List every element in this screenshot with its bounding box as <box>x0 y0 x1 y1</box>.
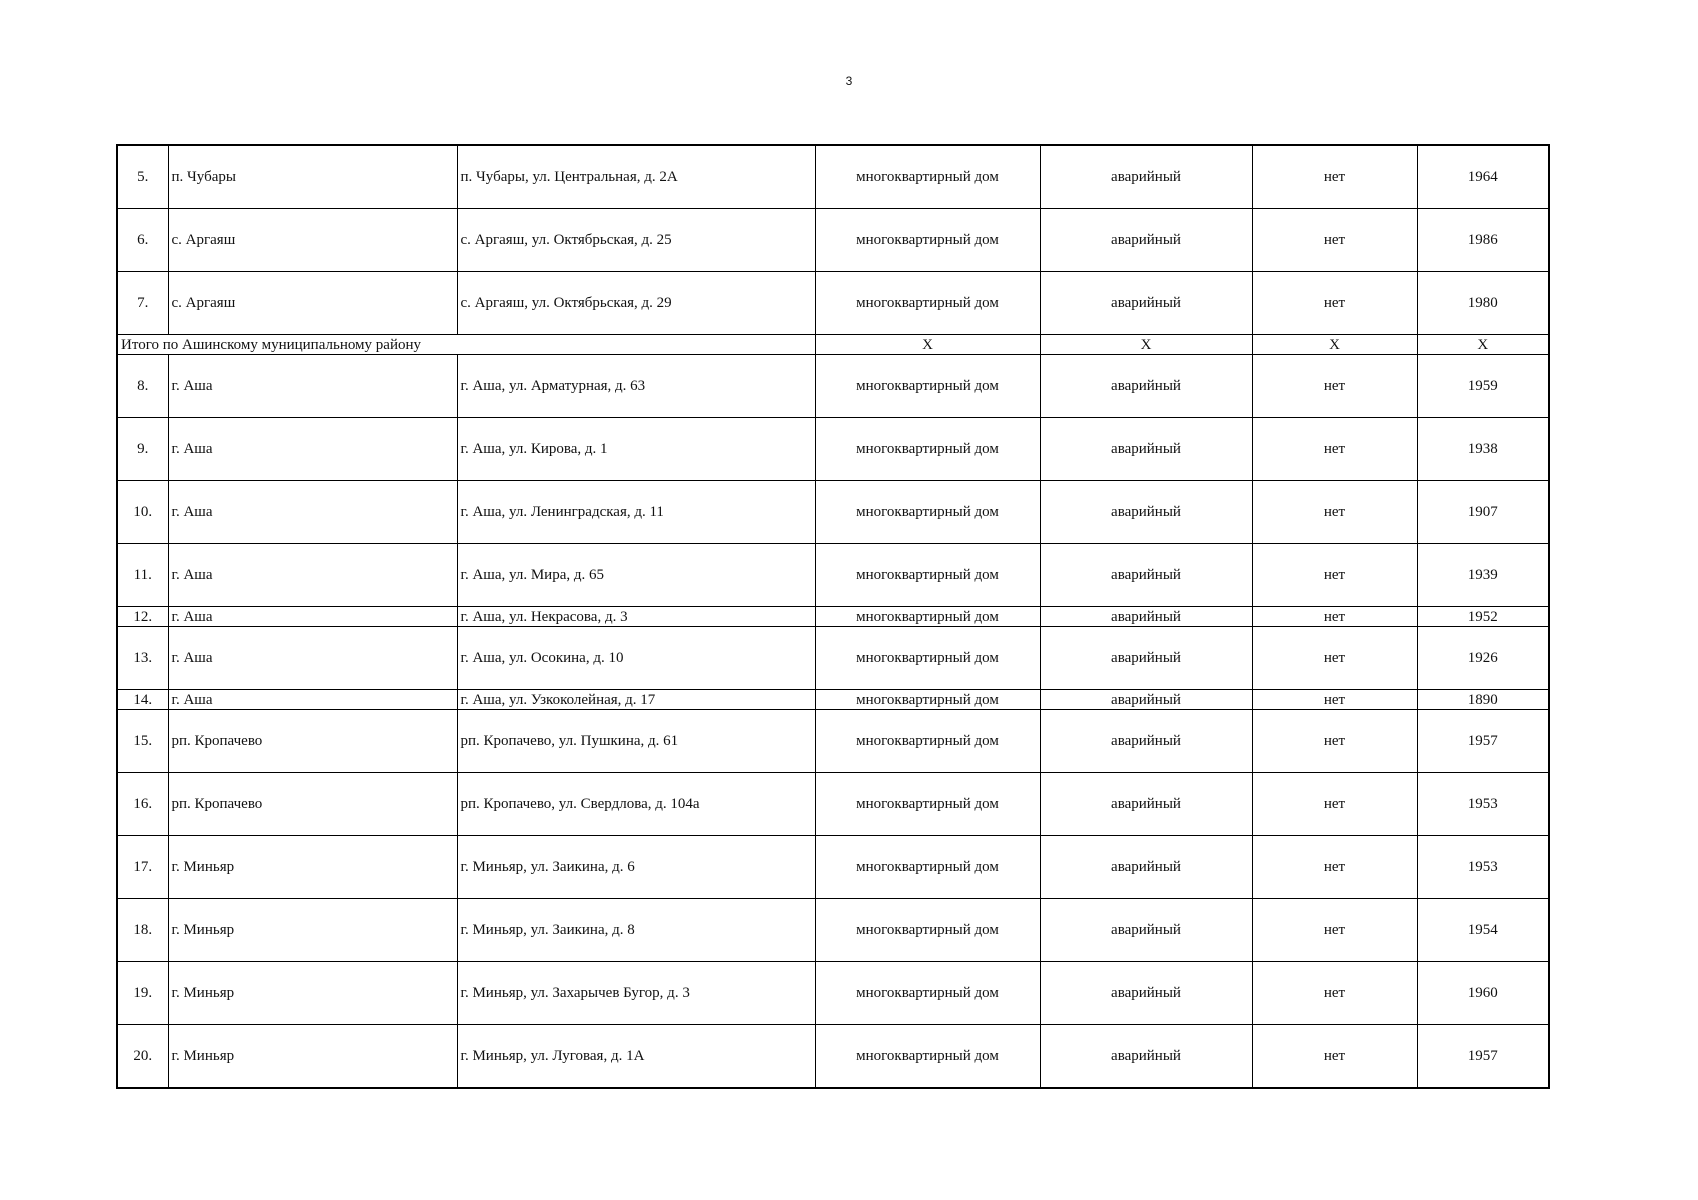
settlement-cell: с. Аргаяш <box>168 272 457 335</box>
status-cell: аварийный <box>1040 272 1252 335</box>
flag-cell: нет <box>1252 627 1417 690</box>
table-body <box>117 145 1549 1088</box>
address-cell: рп. Кропачево, ул. Пушкина, д. 61 <box>457 710 815 773</box>
row-number: 6. <box>117 209 168 272</box>
status-cell: аварийный <box>1040 481 1252 544</box>
settlement-cell: г. Миньяр <box>168 962 457 1025</box>
table-row <box>117 962 1549 1025</box>
status-cell: аварийный <box>1040 627 1252 690</box>
year-cell: 1953 <box>1417 773 1549 836</box>
total-label: Итого по Ашинскому муниципальному району <box>117 335 815 355</box>
year-cell: 1959 <box>1417 355 1549 418</box>
flag-cell: нет <box>1252 836 1417 899</box>
table-row <box>117 607 1549 627</box>
row-number: 18. <box>117 899 168 962</box>
status-cell: аварийный <box>1040 145 1252 209</box>
row-number: 9. <box>117 418 168 481</box>
address-cell: г. Аша, ул. Некрасова, д. 3 <box>457 607 815 627</box>
settlement-cell: г. Аша <box>168 627 457 690</box>
year-cell: 1964 <box>1417 145 1549 209</box>
address-cell: рп. Кропачево, ул. Свердлова, д. 104а <box>457 773 815 836</box>
flag-cell: нет <box>1252 710 1417 773</box>
building-type-cell: многоквартирный дом <box>815 418 1040 481</box>
row-number: 8. <box>117 355 168 418</box>
settlement-cell: г. Аша <box>168 355 457 418</box>
address-cell: г. Миньяр, ул. Луговая, д. 1А <box>457 1025 815 1089</box>
year-cell: 1953 <box>1417 836 1549 899</box>
year-cell: Х <box>1417 335 1549 355</box>
address-cell: г. Аша, ул. Кирова, д. 1 <box>457 418 815 481</box>
row-number: 13. <box>117 627 168 690</box>
address-cell: г. Аша, ул. Мира, д. 65 <box>457 544 815 607</box>
flag-cell: Х <box>1252 335 1417 355</box>
table-row <box>117 145 1549 209</box>
settlement-cell: г. Аша <box>168 690 457 710</box>
year-cell: 1939 <box>1417 544 1549 607</box>
table-row <box>117 418 1549 481</box>
address-cell: п. Чубары, ул. Центральная, д. 2А <box>457 145 815 209</box>
address-cell: г. Аша, ул. Ленинградская, д. 11 <box>457 481 815 544</box>
table-row <box>117 836 1549 899</box>
status-cell: аварийный <box>1040 209 1252 272</box>
building-type-cell: многоквартирный дом <box>815 962 1040 1025</box>
status-cell: аварийный <box>1040 773 1252 836</box>
settlement-cell: рп. Кропачево <box>168 773 457 836</box>
status-cell: аварийный <box>1040 1025 1252 1089</box>
year-cell: 1890 <box>1417 690 1549 710</box>
building-type-cell: многоквартирный дом <box>815 773 1040 836</box>
flag-cell: нет <box>1252 209 1417 272</box>
status-cell: аварийный <box>1040 962 1252 1025</box>
status-cell: аварийный <box>1040 607 1252 627</box>
year-cell: 1938 <box>1417 418 1549 481</box>
building-type-cell: многоквартирный дом <box>815 607 1040 627</box>
status-cell: Х <box>1040 335 1252 355</box>
building-type-cell: многоквартирный дом <box>815 272 1040 335</box>
settlement-cell: г. Миньяр <box>168 899 457 962</box>
address-cell: г. Миньяр, ул. Заикина, д. 6 <box>457 836 815 899</box>
settlement-cell: г. Аша <box>168 544 457 607</box>
building-type-cell: многоквартирный дом <box>815 1025 1040 1089</box>
year-cell: 1957 <box>1417 710 1549 773</box>
building-type-cell: многоквартирный дом <box>815 544 1040 607</box>
row-number: 10. <box>117 481 168 544</box>
flag-cell: нет <box>1252 272 1417 335</box>
flag-cell: нет <box>1252 355 1417 418</box>
settlement-cell: г. Аша <box>168 418 457 481</box>
status-cell: аварийный <box>1040 836 1252 899</box>
flag-cell: нет <box>1252 607 1417 627</box>
address-cell: г. Аша, ул. Узкоколейная, д. 17 <box>457 690 815 710</box>
row-number: 15. <box>117 710 168 773</box>
flag-cell: нет <box>1252 1025 1417 1089</box>
year-cell: 1926 <box>1417 627 1549 690</box>
flag-cell: нет <box>1252 899 1417 962</box>
row-number: 19. <box>117 962 168 1025</box>
row-number: 16. <box>117 773 168 836</box>
flag-cell: нет <box>1252 690 1417 710</box>
year-cell: 1957 <box>1417 1025 1549 1089</box>
status-cell: аварийный <box>1040 355 1252 418</box>
status-cell: аварийный <box>1040 690 1252 710</box>
address-cell: г. Аша, ул. Осокина, д. 10 <box>457 627 815 690</box>
building-type-cell: Х <box>815 335 1040 355</box>
year-cell: 1986 <box>1417 209 1549 272</box>
flag-cell: нет <box>1252 418 1417 481</box>
status-cell: аварийный <box>1040 899 1252 962</box>
table-row <box>117 481 1549 544</box>
row-number: 14. <box>117 690 168 710</box>
status-cell: аварийный <box>1040 710 1252 773</box>
flag-cell: нет <box>1252 145 1417 209</box>
building-type-cell: многоквартирный дом <box>815 710 1040 773</box>
settlement-cell: п. Чубары <box>168 145 457 209</box>
building-type-cell: многоквартирный дом <box>815 836 1040 899</box>
year-cell: 1952 <box>1417 607 1549 627</box>
table-row <box>117 690 1549 710</box>
year-cell: 1954 <box>1417 899 1549 962</box>
row-number: 7. <box>117 272 168 335</box>
row-number: 17. <box>117 836 168 899</box>
row-number: 20. <box>117 1025 168 1089</box>
row-number: 11. <box>117 544 168 607</box>
table-row <box>117 627 1549 690</box>
settlement-cell: г. Миньяр <box>168 1025 457 1089</box>
year-cell: 1907 <box>1417 481 1549 544</box>
building-type-cell: многоквартирный дом <box>815 209 1040 272</box>
row-number: 5. <box>117 145 168 209</box>
table-row <box>117 272 1549 335</box>
table-row <box>117 1025 1549 1089</box>
total-row <box>117 335 1549 355</box>
table-row <box>117 209 1549 272</box>
building-type-cell: многоквартирный дом <box>815 355 1040 418</box>
housing-table <box>116 144 1550 1089</box>
address-cell: г. Миньяр, ул. Заикина, д. 8 <box>457 899 815 962</box>
settlement-cell: г. Миньяр <box>168 836 457 899</box>
table-row <box>117 544 1549 607</box>
building-type-cell: многоквартирный дом <box>815 627 1040 690</box>
address-cell: г. Миньяр, ул. Захарычев Бугор, д. 3 <box>457 962 815 1025</box>
address-cell: с. Аргаяш, ул. Октябрьская, д. 29 <box>457 272 815 335</box>
page-number: 3 <box>845 74 853 88</box>
settlement-cell: г. Аша <box>168 481 457 544</box>
table-row <box>117 899 1549 962</box>
settlement-cell: г. Аша <box>168 607 457 627</box>
table-row <box>117 773 1549 836</box>
building-type-cell: многоквартирный дом <box>815 899 1040 962</box>
flag-cell: нет <box>1252 481 1417 544</box>
row-number: 12. <box>117 607 168 627</box>
year-cell: 1980 <box>1417 272 1549 335</box>
building-type-cell: многоквартирный дом <box>815 145 1040 209</box>
status-cell: аварийный <box>1040 418 1252 481</box>
address-cell: г. Аша, ул. Арматурная, д. 63 <box>457 355 815 418</box>
flag-cell: нет <box>1252 773 1417 836</box>
settlement-cell: рп. Кропачево <box>168 710 457 773</box>
building-type-cell: многоквартирный дом <box>815 481 1040 544</box>
year-cell: 1960 <box>1417 962 1549 1025</box>
table-row <box>117 710 1549 773</box>
flag-cell: нет <box>1252 962 1417 1025</box>
table-row <box>117 355 1549 418</box>
address-cell: с. Аргаяш, ул. Октябрьская, д. 25 <box>457 209 815 272</box>
building-type-cell: многоквартирный дом <box>815 690 1040 710</box>
flag-cell: нет <box>1252 544 1417 607</box>
settlement-cell: с. Аргаяш <box>168 209 457 272</box>
status-cell: аварийный <box>1040 544 1252 607</box>
